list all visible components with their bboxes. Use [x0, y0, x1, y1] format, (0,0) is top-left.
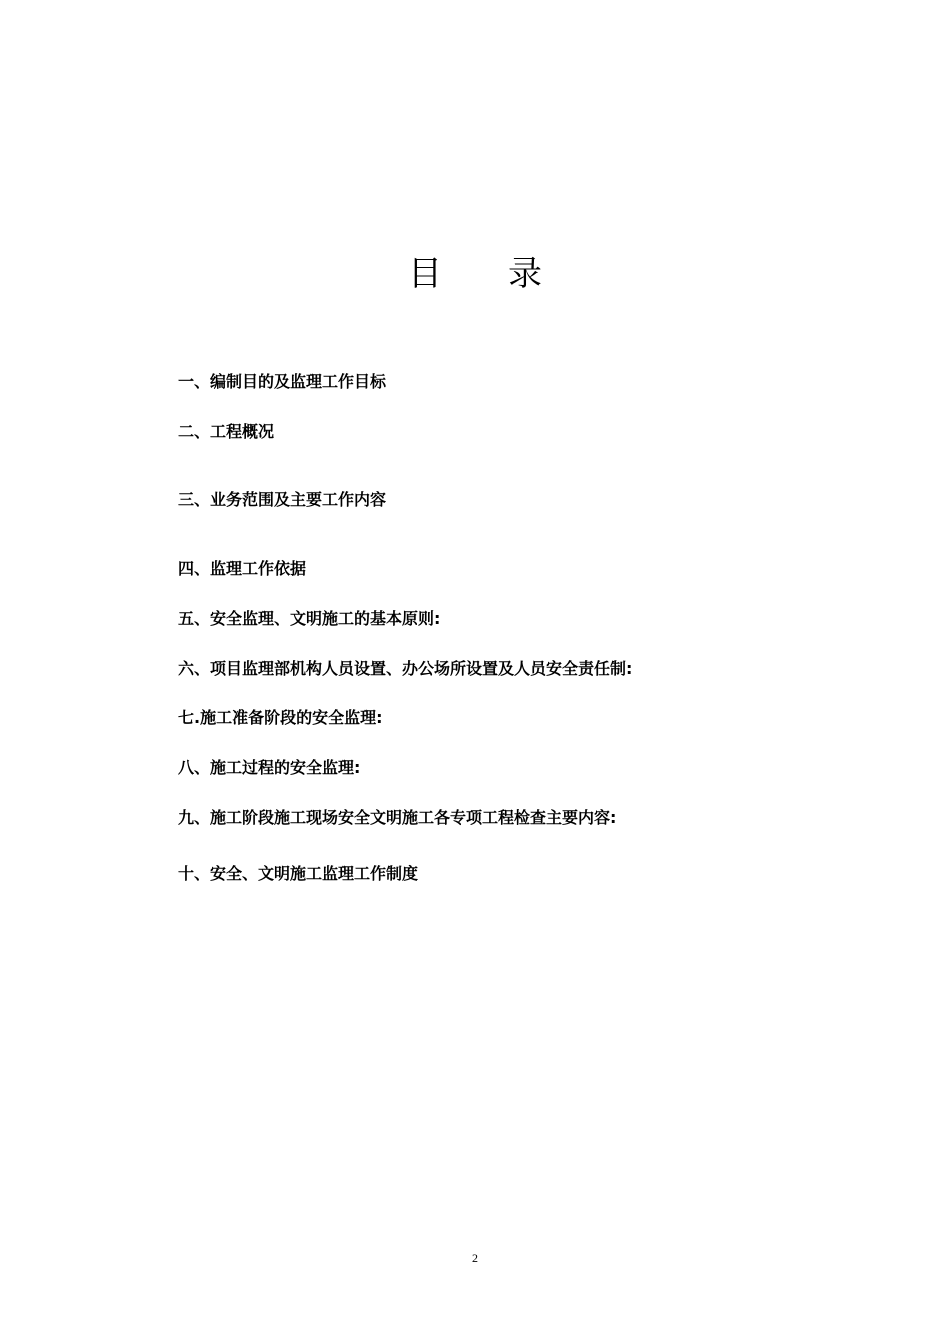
- toc-item-1: 一、编制目的及监理工作目标: [178, 372, 387, 391]
- page-title-char-2: 录: [508, 254, 542, 294]
- toc-item-3: 三、业务范围及主要工作内容: [178, 490, 387, 509]
- toc-item-6: 六、项目监理部机构人员设置、办公场所设置及人员安全责任制:: [178, 659, 633, 678]
- toc-item-8: 八、施工过程的安全监理:: [178, 758, 361, 777]
- toc-item-9: 九、施工阶段施工现场安全文明施工各专项工程检查主要内容:: [178, 808, 617, 827]
- toc-item-7: 七.施工准备阶段的安全监理:: [178, 708, 383, 727]
- page-title: [0, 252, 950, 296]
- page-number: 2: [472, 1251, 478, 1265]
- page-title-char-1: 目: [408, 254, 442, 294]
- toc-item-10: 十、安全、文明施工监理工作制度: [178, 864, 419, 883]
- toc-item-2: 二、工程概况: [178, 422, 275, 441]
- toc-item-4: 四、监理工作依据: [178, 559, 307, 578]
- toc-item-5: 五、安全监理、文明施工的基本原则:: [178, 609, 441, 628]
